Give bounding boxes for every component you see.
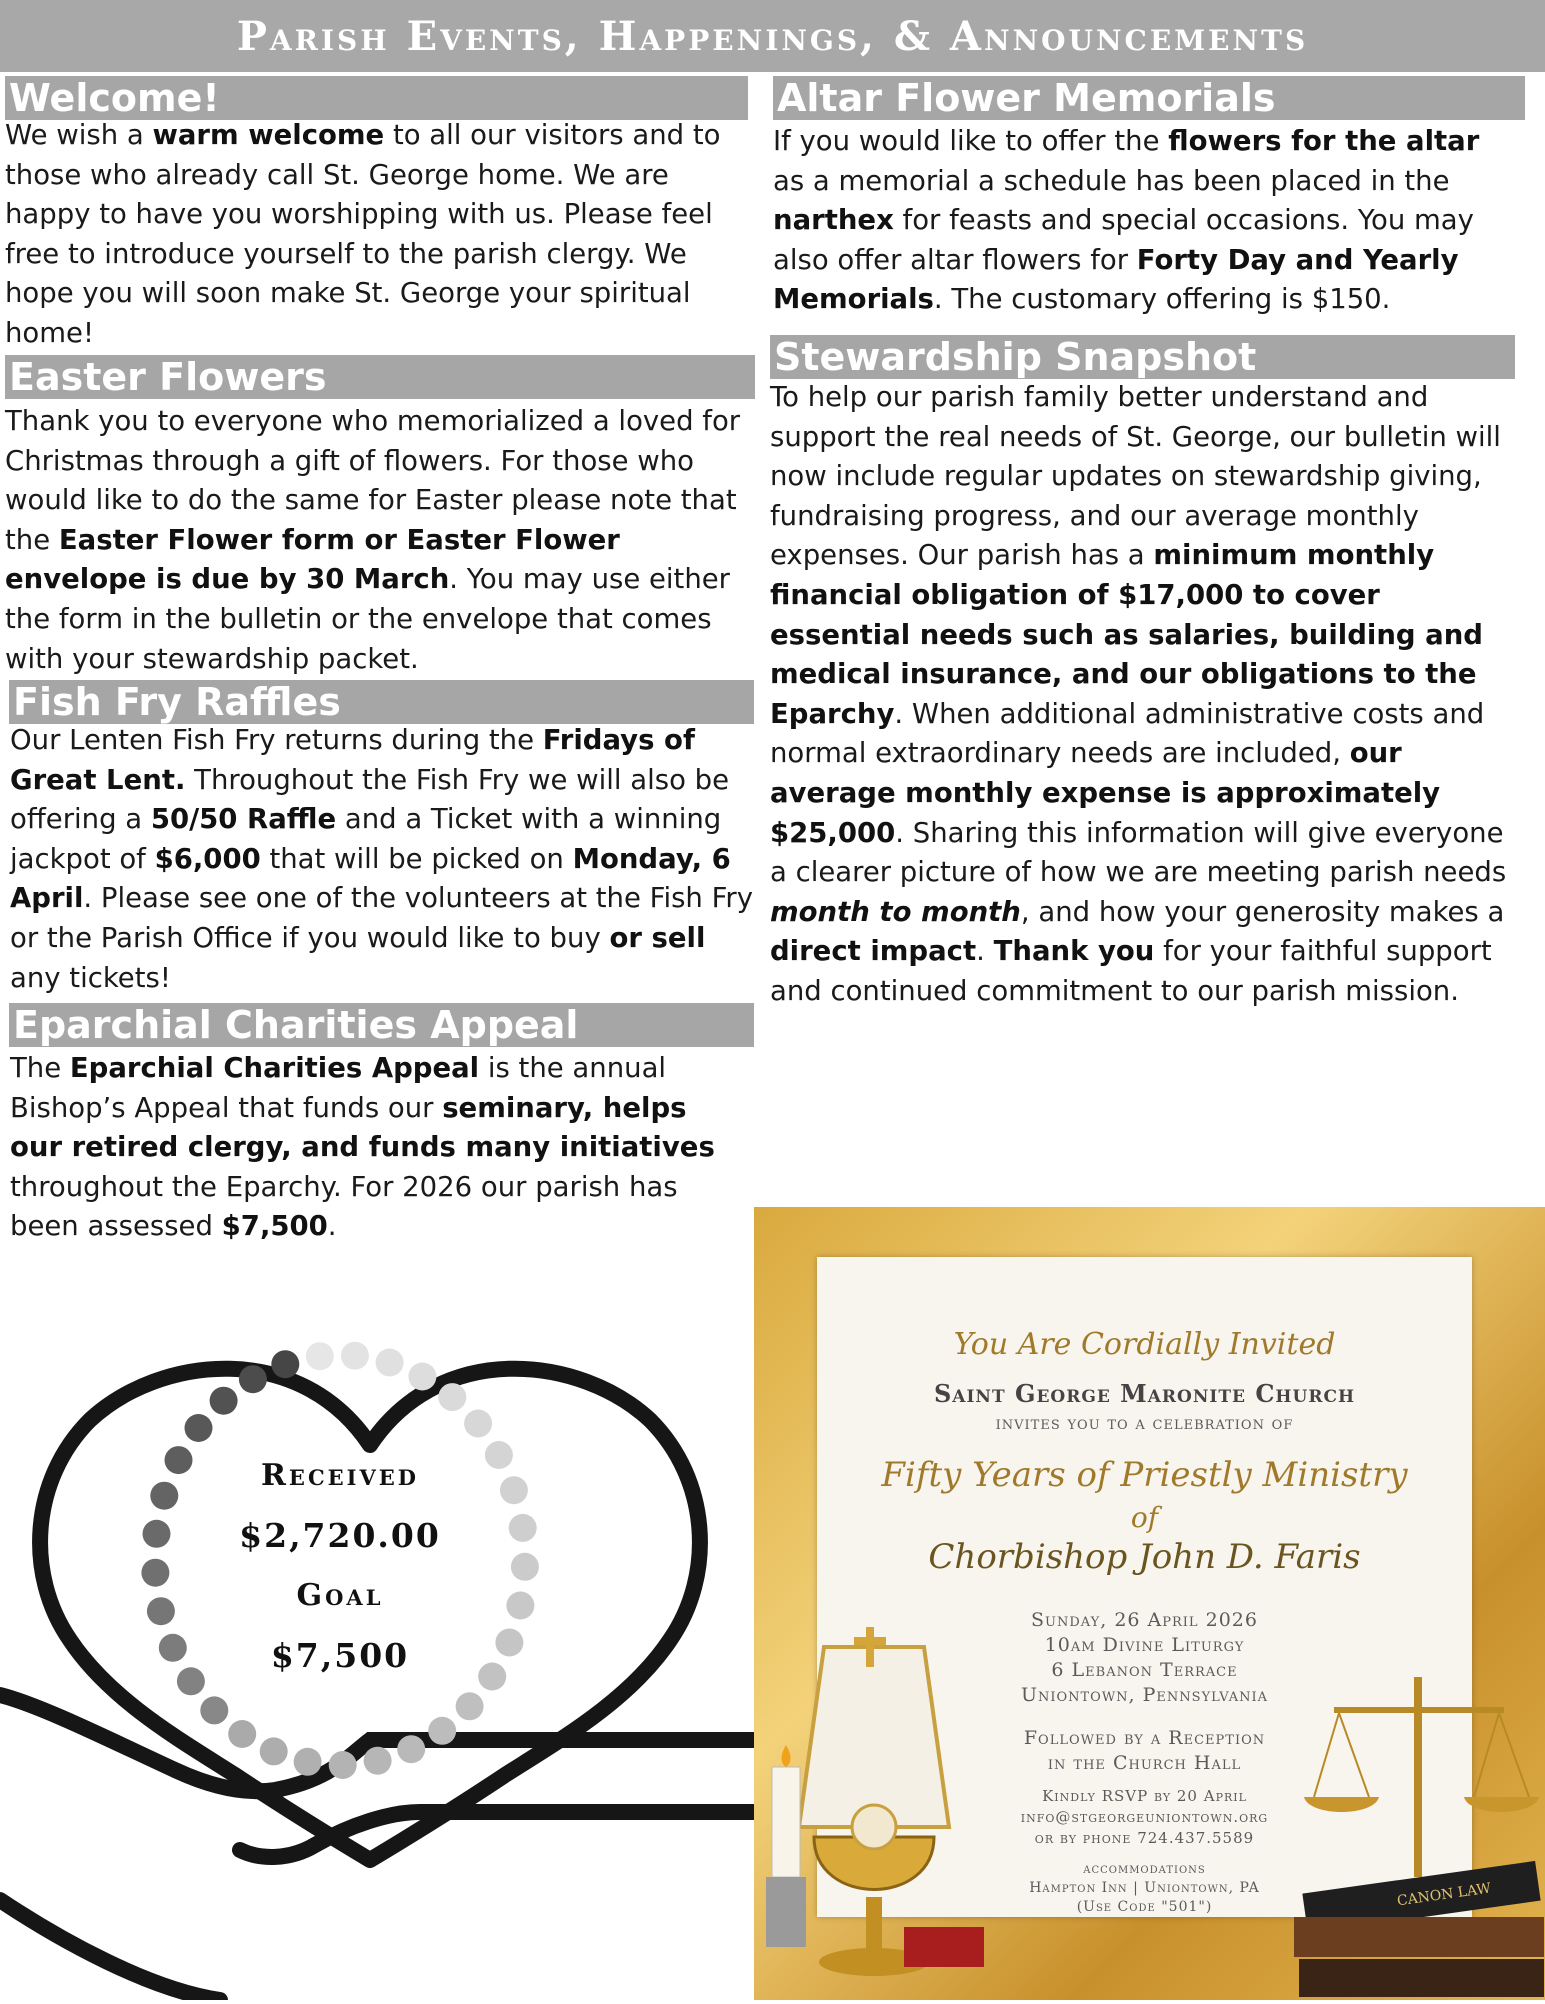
event-liturgy: 10am Divine Liturgy (1044, 1634, 1245, 1656)
easter-flowers-text: Thank you to everyone who memorialized a loved for Christmas through a gift of flowers. For those who would like to do the same for Easter please note that the Easter Flower form or Easter Flower envelope is due by 30 March. You may use either the form in the bulletin or the envelope that comes with your stewardship packet. (5, 405, 741, 675)
progress-dot-empty (228, 1720, 256, 1748)
altar-flowers-heading: Altar Flower Memorials (773, 76, 1525, 120)
invites-line: invites you to a celebration of (995, 1413, 1294, 1434)
progress-dot-empty (509, 1514, 537, 1542)
progress-dot-filled (271, 1350, 299, 1378)
invited-line: You Are Cordially Invited (953, 1327, 1336, 1362)
progress-dot-empty (478, 1663, 506, 1691)
celebration-title: Fifty Years of Priestly Ministry (881, 1455, 1408, 1495)
event-city: Uniontown, Pennsylvania (1020, 1684, 1269, 1706)
progress-dot-empty (495, 1629, 523, 1657)
progress-dot-filled (239, 1365, 267, 1393)
welcome-heading: Welcome! (5, 76, 748, 120)
chalice-mitre-icon (754, 1627, 994, 2000)
progress-dot-empty (408, 1363, 436, 1391)
progress-dot-filled (147, 1597, 175, 1625)
progress-dot-empty (438, 1383, 466, 1411)
fish-fry-text: Our Lenten Fish Fry returns during the Fridays of Great Lent. Throughout the Fish Fry we will also be offering a 50/50 Raffle and a Ticket with a winning jackpot of $6,000 that will be picked on Monday, 6 April. Please see one of the volunteers at the Fish Fry or the Parish Office if you would like to buy or sell any tickets! (10, 724, 753, 994)
church-name: Saint George Maronite Church (933, 1379, 1356, 1408)
accommodations-code: (Use Code "501") (1076, 1899, 1213, 1915)
canon-law-label: CANON LAW (1396, 1880, 1492, 1910)
progress-dot-empty (294, 1748, 322, 1776)
welcome-text: We wish a warm welcome to all our visitors and to those who already call St. George home. We are happy to have you worshipping with us. Please feel free to introduce yourself to the parish clergy. We hope you will soon make St. George your spiritual home! (5, 119, 721, 349)
invitation-graphic (754, 1207, 1545, 2000)
progress-dot-filled (143, 1520, 171, 1548)
progress-dot-empty (485, 1441, 513, 1469)
rsvp-line-3: or by phone 724.437.5589 (1034, 1829, 1255, 1847)
reception-line-1: Followed by a Reception (1023, 1727, 1266, 1749)
progress-dot-empty (341, 1342, 369, 1370)
honoree-name: Chorbishop John D. Faris (928, 1537, 1361, 1577)
received-amount: $2,720.00 (239, 1516, 441, 1555)
progress-dot-empty (511, 1553, 539, 1581)
charities-heading: Eparchial Charities Appeal (9, 1003, 754, 1047)
altar-flowers-text: If you would like to offer the flowers for the altar as a memorial a schedule has been placed in the narthex for feasts and special occasions. You may also offer altar flowers for Forty Day and Yearly Memorials. The customary offering is $150. (773, 125, 1480, 316)
of-line: of (1130, 1501, 1159, 1534)
stewardship-text: To help our parish family better understand and support the real needs of St. George, our bulletin will now include regular updates on stewardship giving, fundraising progress, and our average monthly expenses. Our parish has a minimum monthly financial obligation of $17,000 to cover essential needs such as salaries, building and medical insurance, and our obligations to the Eparchy. When additional administrative costs and normal extraordinary needs are included, our average monthly expense is approximately $25,000. Sharing this information will give everyone a clearer picture of how we are meeting parish needs month to month, and how your generosity makes a direct impact. Thank you for your faithful support and continued commitment to our parish mission. (770, 381, 1507, 1007)
progress-dot-empty (329, 1751, 357, 1779)
progress-dot-empty (464, 1410, 492, 1438)
charities-text: The Eparchial Charities Appeal is the annual Bishop’s Appeal that funds our seminary, helps our retired clergy, and funds many initiatives throughout the Eparchy. For 2026 our parish has been assessed $7,500. (10, 1052, 715, 1243)
progress-dot-filled (165, 1446, 193, 1474)
progress-dot-empty (500, 1476, 528, 1504)
received-label: Received (261, 1458, 419, 1493)
event-address: 6 Lebanon Terrace (1051, 1659, 1238, 1681)
accommodations-hotel: Hampton Inn | Uniontown, PA (1029, 1880, 1260, 1896)
progress-dot-empty (428, 1717, 456, 1745)
progress-dot-filled (141, 1559, 169, 1587)
scales-books-icon (1294, 1677, 1545, 2000)
progress-dot-filled (150, 1482, 178, 1510)
progress-dot-empty (397, 1735, 425, 1763)
progress-dot-filled (210, 1387, 238, 1415)
progress-dot-empty (456, 1692, 484, 1720)
progress-dot-filled (200, 1696, 228, 1724)
progress-dot-empty (260, 1737, 288, 1765)
accommodations-label: accommodations (1083, 1861, 1206, 1877)
progress-dot-filled (185, 1414, 213, 1442)
goal-label: Goal (296, 1578, 384, 1613)
progress-dot-empty (376, 1349, 404, 1377)
progress-dot-empty (364, 1747, 392, 1775)
progress-dot-empty (306, 1342, 334, 1370)
progress-dot-filled (159, 1634, 187, 1662)
appeal-progress-graphic (0, 1300, 760, 2000)
easter-flowers-heading: Easter Flowers (5, 355, 755, 399)
rsvp-line-1: Kindly RSVP by 20 April (1042, 1787, 1247, 1805)
page-banner: Parish Events, Happenings, & Announcements (0, 0, 1545, 72)
progress-dot-empty (506, 1592, 534, 1620)
reception-line-2: in the Church Hall (1047, 1752, 1242, 1774)
goal-amount: $7,500 (270, 1636, 410, 1675)
stewardship-heading: Stewardship Snapshot (770, 335, 1515, 379)
event-date: Sunday, 26 April 2026 (1031, 1609, 1258, 1631)
rsvp-line-2: info@stgeorgeuniontown.org (1020, 1808, 1269, 1826)
fish-fry-heading: Fish Fry Raffles (9, 680, 754, 724)
